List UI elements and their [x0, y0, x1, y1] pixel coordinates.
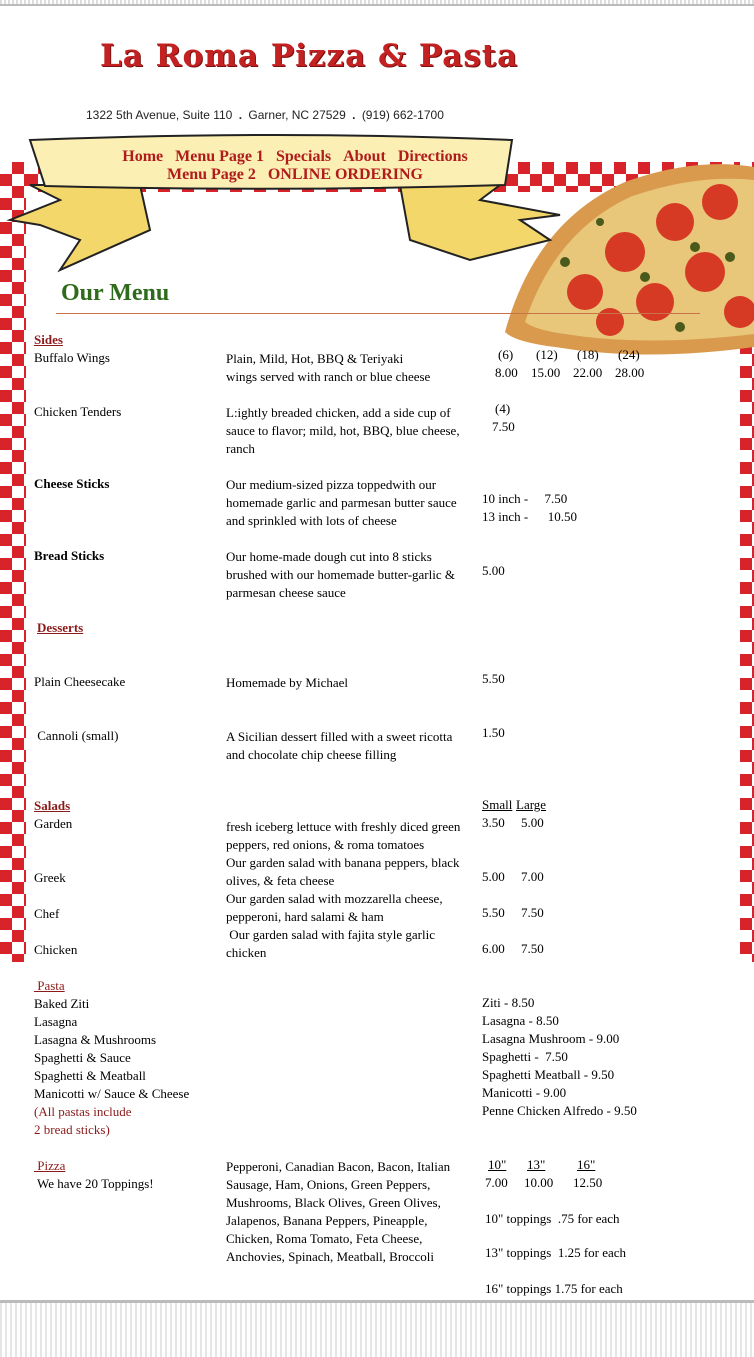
chicken-salad-price: 6.00 7.50 [482, 941, 544, 956]
wings-count-18: (18) [577, 347, 599, 362]
pizza-price-13: 10.00 [524, 1175, 554, 1190]
desc-bread-1: Our home-made dough cut into 8 sticks [226, 549, 432, 564]
topping-price-10: 10" toppings .75 for each [485, 1211, 620, 1226]
desc-tenders-2: sauce to flavor; mild, hot, BBQ, blue cheese, [226, 423, 460, 438]
pasta-item: Lasagna & Mushrooms [34, 1032, 157, 1047]
item-cannoli: Cannoli (small) [34, 728, 119, 743]
pasta-item: Lasagna [34, 1014, 78, 1029]
item-chef-salad: Chef [34, 906, 60, 921]
pizza-size-10: 10" [488, 1157, 507, 1172]
desc-cheesecake: Homemade by Michael [226, 675, 349, 690]
pasta-item: Baked Ziti [34, 996, 90, 1011]
pizza-size-13: 13" [527, 1157, 546, 1172]
pizza-size-16: 16" [577, 1157, 596, 1172]
city-state: Garner, NC 27529 [248, 108, 346, 122]
wings-price-24: 28.00 [615, 365, 645, 380]
desc-chicken-1: Our garden salad with fajita style garlic [226, 927, 436, 942]
top-border [0, 0, 754, 6]
item-buffalo-wings: Buffalo Wings [34, 350, 110, 365]
pasta-note-1: (All pastas include [34, 1104, 132, 1119]
toppings-line: Mushrooms, Black Olives, Green Olives, [226, 1195, 441, 1210]
checker-border-left [0, 162, 26, 962]
desc-chef-2: pepperoni, hard salami & ham [226, 909, 384, 924]
pasta-price: Spaghetti Meatball - 9.50 [482, 1067, 615, 1082]
section-pizza: Pizza [34, 1158, 66, 1173]
nav-menu-page-1[interactable]: Menu Page 1 [175, 148, 264, 165]
desc-bread-3: parmesan cheese sauce [226, 585, 346, 600]
bread-price: 5.00 [482, 563, 505, 578]
pasta-price: Ziti - 8.50 [482, 995, 535, 1010]
item-cheesecake: Plain Cheesecake [34, 674, 126, 689]
desc-chef-1: Our garden salad with mozzarella cheese, [226, 891, 443, 906]
nav-online-ordering[interactable]: ONLINE ORDERING [267, 166, 423, 183]
cheesecake-price: 5.50 [482, 671, 505, 686]
nav-home[interactable]: Home [122, 148, 164, 165]
section-sides: Sides [34, 332, 63, 347]
toppings-line: Sausage, Ham, Onions, Green Peppers, [226, 1177, 431, 1192]
pasta-price: Penne Chicken Alfredo - 9.50 [482, 1103, 637, 1118]
main-nav [60, 148, 530, 184]
cheese-price-13: 13 inch - 10.50 [482, 509, 577, 524]
item-cheese-sticks: Cheese Sticks [34, 476, 110, 491]
desc-cannoli-2: and chocolate chip cheese filling [226, 747, 397, 762]
toppings-line: Pepperoni, Canadian Bacon, Bacon, Italian [226, 1159, 451, 1174]
desc-greek-1: Our garden salad with banana peppers, black [226, 855, 460, 870]
toppings-line: Chicken, Roma Tomato, Feta Cheese, [226, 1231, 423, 1246]
cheese-price-10: 10 inch - 7.50 [482, 491, 568, 506]
pasta-item: Manicotti w/ Sauce & Cheese [34, 1086, 190, 1101]
nav-menu-page-2[interactable]: Menu Page 2 [166, 166, 256, 183]
desc-cheese-2: homemade garlic and parmesan butter sauce [226, 495, 457, 510]
street-address: 1322 5th Avenue, Suite 110 [86, 108, 233, 122]
desc-wings-2: wings served with ranch or blue cheese [226, 369, 431, 384]
wings-count-6: (6) [498, 347, 514, 362]
desc-greek-2: olives, & feta cheese [226, 873, 335, 888]
pizza-price-10: 7.00 [485, 1175, 508, 1190]
wings-count-24: (24) [618, 347, 640, 362]
pasta-price: Lasagna Mushroom - 9.00 [482, 1031, 620, 1046]
item-chicken-tenders: Chicken Tenders [34, 404, 122, 419]
desc-tenders-1: L:ightly breaded chicken, add a side cup of [226, 405, 451, 420]
title-divider [56, 313, 700, 314]
desc-cheese-3: and sprinkled with lots of cheese [226, 513, 397, 528]
garden-price: 3.50 5.00 [482, 815, 544, 830]
pasta-price: Lasagna - 8.50 [482, 1013, 559, 1028]
site-logo[interactable]: La Roma Pizza & Pasta [100, 38, 519, 74]
toppings-line: Anchovies, Spinach, Meatball, Broccoli [226, 1249, 434, 1264]
wings-price-6: 8.00 [495, 365, 518, 380]
desc-garden-2: peppers, red onions, & roma tomatoes [226, 837, 425, 852]
pasta-item: Spaghetti & Sauce [34, 1050, 131, 1065]
pasta-price: Manicotti - 9.00 [482, 1085, 567, 1100]
nav-about[interactable]: About [343, 148, 386, 165]
desc-wings-1: Plain, Mild, Hot, BBQ & Teriyaki [226, 351, 404, 366]
phone-number: (919) 662-1700 [361, 108, 444, 122]
wings-price-12: 15.00 [531, 365, 561, 380]
desc-garden-1: fresh iceberg lettuce with freshly diced green [226, 819, 461, 834]
pasta-price: Spaghetti - 7.50 [482, 1049, 568, 1064]
section-salads: Salads [34, 798, 71, 813]
wings-price-18: 22.00 [573, 365, 603, 380]
greek-price: 5.00 7.00 [482, 869, 544, 884]
nav-directions[interactable]: Directions [397, 148, 468, 165]
desc-chicken-2: chicken [226, 945, 267, 960]
tenders-price: 7.50 [492, 419, 515, 434]
section-desserts: Desserts [37, 620, 84, 635]
desc-bread-2: brushed with our homemade butter-garlic & [226, 567, 455, 582]
salad-large-header: Large [516, 797, 547, 812]
bottom-border [0, 1300, 754, 1357]
item-garden-salad: Garden [34, 816, 73, 831]
desc-cannoli-1: A Sicilian dessert filled with a sweet ricotta [226, 729, 453, 744]
pizza-price-16: 12.50 [573, 1175, 603, 1190]
page-title: Our Menu [61, 280, 170, 306]
salad-small-header: Small [482, 797, 513, 812]
section-pasta: Pasta [34, 978, 65, 993]
pasta-item: Spaghetti & Meatball [34, 1068, 146, 1083]
item-chicken-salad: Chicken [34, 942, 78, 957]
topping-price-13: 13" toppings 1.25 for each [485, 1245, 627, 1260]
item-bread-sticks: Bread Sticks [34, 548, 105, 563]
desc-cheese-1: Our medium-sized pizza toppedwith our [226, 477, 437, 492]
address-line: 1322 5th Avenue, Suite 110 . Garner, NC 27529 . (919) 662-1700 [86, 108, 444, 122]
item-greek-salad: Greek [34, 870, 66, 885]
toppings-line: Jalapenos, Banana Peppers, Pineapple, [226, 1213, 428, 1228]
pasta-note-2: 2 bread sticks) [34, 1122, 110, 1137]
pizza-toppings-count: We have 20 Toppings! [34, 1176, 154, 1191]
wings-count-12: (12) [536, 347, 558, 362]
chef-price: 5.50 7.50 [482, 905, 544, 920]
cannoli-price: 1.50 [482, 725, 505, 740]
desc-tenders-3: ranch [226, 441, 255, 456]
tenders-count: (4) [495, 401, 511, 416]
nav-specials[interactable]: Specials [276, 148, 332, 165]
topping-price-16: 16" toppings 1.75 for each [485, 1281, 623, 1296]
